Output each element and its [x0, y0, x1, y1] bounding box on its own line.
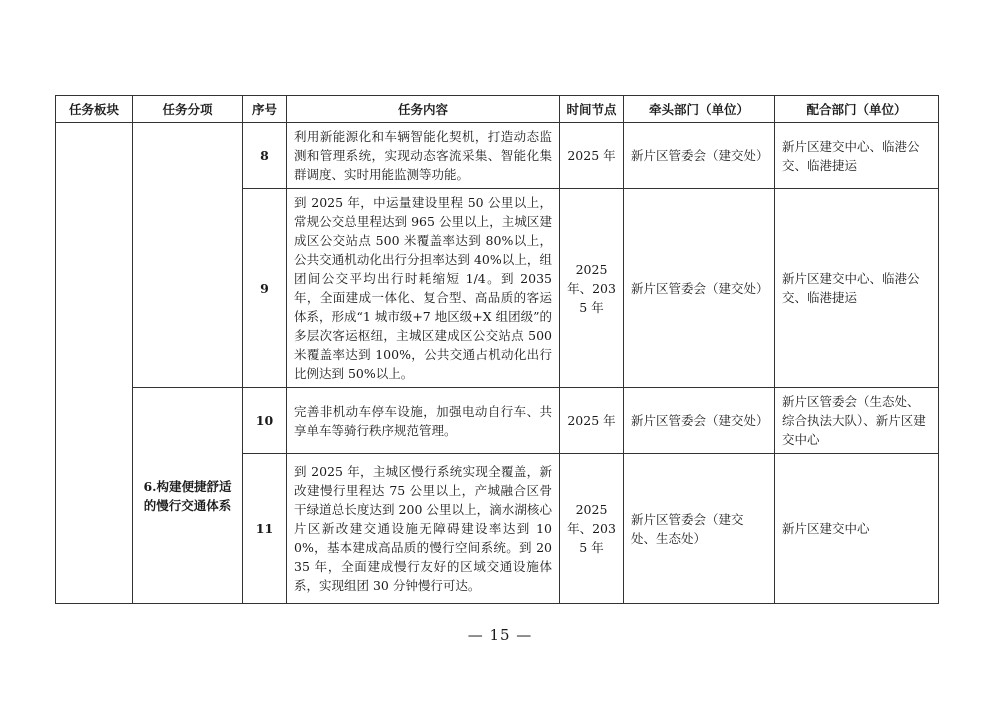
row-time-node: 2025 年: [560, 388, 624, 454]
page-number: — 15 —: [467, 626, 533, 644]
row-lead-department: 新片区管委会（建交处）: [624, 189, 775, 388]
row-lead-department: 新片区管委会（建交处）: [624, 123, 775, 189]
task-section-cell: [56, 123, 133, 604]
row-serial-no: 10: [243, 388, 287, 454]
row-serial-no: 9: [243, 189, 287, 388]
row-time-node: 2025 年、2035 年: [560, 189, 624, 388]
header-cooperating-department: 配合部门（单位）: [775, 96, 939, 123]
header-time-node: 时间节点: [560, 96, 624, 123]
row-task-content: 利用新能源化和车辆智能化契机，打造动态监测和管理系统，实现动态客流采集、智能化集群调度、实时用能监测等功能。: [287, 123, 560, 189]
row-lead-department: 新片区管委会（建交处、生态处）: [624, 454, 775, 604]
header-task-subitem: 任务分项: [133, 96, 243, 123]
table-row: [56, 388, 939, 454]
row-cooperating-department: 新片区管委会（生态处、综合执法大队）、新片区建交中心: [775, 388, 939, 454]
row-time-node: 2025 年: [560, 123, 624, 189]
row-cooperating-department: 新片区建交中心、临港公交、临港捷运: [775, 189, 939, 388]
table-header-row: [56, 96, 939, 123]
row-lead-department: 新片区管委会（建交处）: [624, 388, 775, 454]
table-row: [56, 123, 939, 189]
row-serial-no: 8: [243, 123, 287, 189]
row-time-node: 2025 年、2035 年: [560, 454, 624, 604]
row-cooperating-department: 新片区建交中心、临港公交、临港捷运: [775, 123, 939, 189]
row-serial-no: 11: [243, 454, 287, 604]
row-cooperating-department: 新片区建交中心: [775, 454, 939, 604]
task-subitem-slow-traffic: 6.构建便捷舒适的慢行交通体系: [133, 388, 243, 604]
header-task-section: 任务板块: [56, 96, 133, 123]
header-task-content: 任务内容: [287, 96, 560, 123]
header-serial-no: 序号: [243, 96, 287, 123]
task-table: [55, 95, 939, 604]
row-task-content: 到 2025 年，主城区慢行系统实现全覆盖，新改建慢行里程达 75 公里以上，产城融合区骨干绿道总长度达到 200 公里以上，滴水湖核心片区新改建交通设施无障碍建设率达到 100%，基本建成高品质的慢行空间系统。到 2035 年，全面建成慢行友好的区域交通设施体系，实现组团 30 分钟慢行可达。: [287, 454, 560, 604]
row-task-content: 完善非机动车停车设施，加强电动自行车、共享单车等骑行秩序规范管理。: [287, 388, 560, 454]
task-subitem-cell-previous: [133, 123, 243, 388]
row-task-content: 到 2025 年，中运量建设里程 50 公里以上，常规公交总里程达到 965 公里以上，主城区建成区公交站点 500 米覆盖率达到 80%以上，公共交通机动化出行分担率达到 40%以上，组团间公交平均出行时耗缩短 1/4。到 2035 年，全面建成一体化、复合型、高品质的客运体系，形成“1 城市级+7 地区级+X 组团级”的多层次客运枢纽，主城区建成区公交站点 500 米覆盖率达到 100%，公共交通占机动化出行比例达到 50%以上。: [287, 189, 560, 388]
header-lead-department: 牵头部门（单位）: [624, 96, 775, 123]
